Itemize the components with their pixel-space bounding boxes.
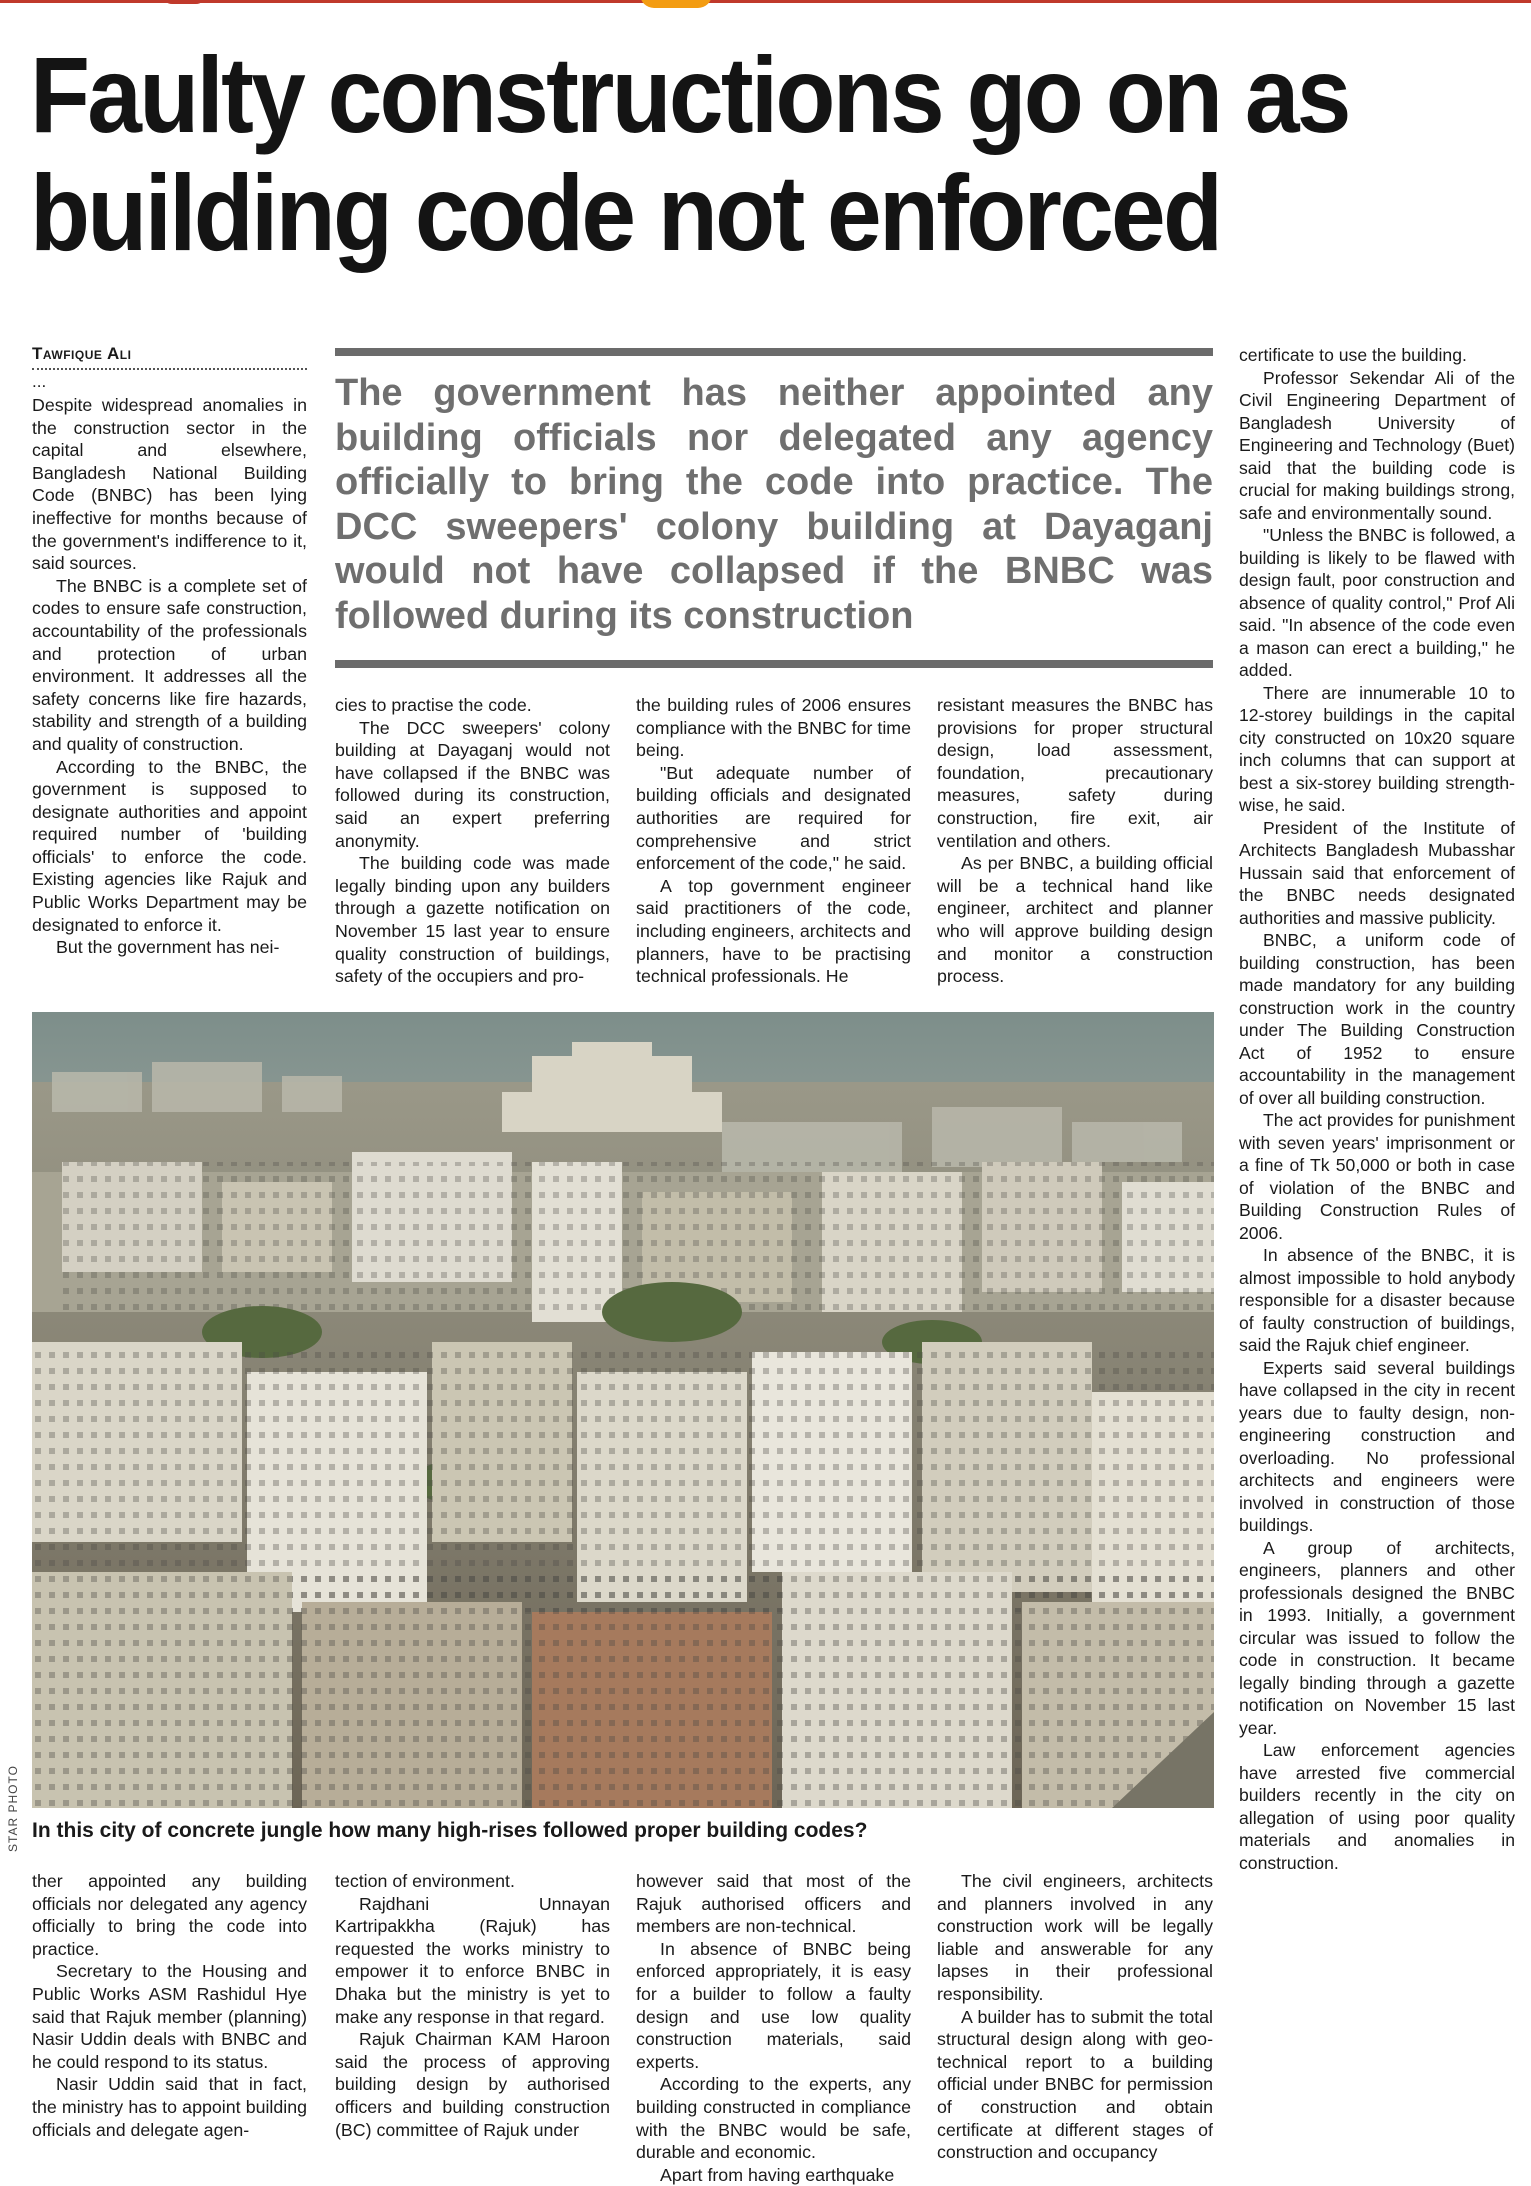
masthead-fragment-red <box>162 0 206 4</box>
paragraph: BNBC, a uniform code of building construction, has been made mandatory for any building construction work in the country under The Building Construction Act of 1952 to ensure accountability in the management of over all building construction. <box>1239 930 1515 1108</box>
paragraph: The building code was made legally binding upon any builders through a gazette notification on November 15 last year to ensure quality construction of buildings, safety of the occupiers and pro- <box>335 853 610 987</box>
column-4-bottom <box>937 1870 1213 2164</box>
column-5 <box>1239 344 1515 1874</box>
paragraph: the building rules of 2006 ensures compliance with the BNBC for time being. <box>636 695 911 761</box>
paragraph: Rajuk Chairman KAM Haroon said the process of approving building design by authorised officers and building construction (BC) committee of Rajuk under <box>335 2029 610 2140</box>
top-color-rule <box>0 0 1531 3</box>
paragraph: however said that most of the Rajuk authorised officers and members are non-technical. <box>636 1871 911 1937</box>
paragraph: "But adequate number of building officials and designated authorities are required for comprehensive and strict enforcement of the code," he said. <box>636 762 911 874</box>
paragraph: The BNBC is a complete set of codes to ensure safe construction, accountability of the professionals and protection of urban environment. It addresses all the safety concerns like fire hazards, stability and strength of a building and quality of construction. <box>32 575 307 754</box>
headline: Faulty constructions go on as building code not enforced <box>30 34 1349 273</box>
paragraph: In absence of BNBC being enforced appropriately, it is easy for a builder to follow a faulty design and use low quality construction materials, said experts. <box>636 1938 911 2072</box>
column-2-bottom <box>335 1870 610 2141</box>
paragraph: A group of architects, engineers, planners and other professionals designed the BNBC in 1993. Initially, a government circular was issued to follow the code in construction. It became legally binding through a gazette notification on November 15 last year. <box>1239 1537 1515 1738</box>
column-1-bottom <box>32 1870 307 2141</box>
paragraph: There are innumerable 10 to 12-storey buildings in the capital city constructed on 10x20 square inch columns that can support at best a six-storey building strength-wise, he said. <box>1239 682 1515 815</box>
pullquote-bottom-rule <box>335 660 1213 668</box>
paragraph: According to the BNBC, the government is supposed to designate authorities and appoint required number of 'building officials' to enforce the code. Existing agencies like Rajuk and Public Works Department may be designated to enforce it. <box>32 756 307 935</box>
column-1-top <box>32 394 307 959</box>
photo-caption: In this city of concrete jungle how many high-rises followed proper building codes? <box>32 1819 868 1842</box>
photo-credit: STAR PHOTO <box>6 1765 20 1852</box>
byline-ellipsis: ... <box>32 372 47 391</box>
paragraph: Apart from having earthquake <box>660 2164 895 2185</box>
paragraph: In absence of the BNBC, it is almost impossible to hold anybody responsible for a disaster because of faulty construction of buildings, said the Rajuk chief engineer. <box>1239 1245 1515 1355</box>
paragraph: Experts said several buildings have collapsed in the city in recent years due to faulty design, non-engineering construction and overloading. No professional architects and engineers were involved in construction of those buildings. <box>1239 1357 1515 1535</box>
paragraph: As per BNBC, a building official will be a technical hand like engineer, architect and planner who will approve building design and monitor a construction process. <box>937 853 1213 987</box>
paragraph: cies to practise the code. <box>335 695 532 715</box>
paragraph: The act provides for punishment with seven years' imprisonment or a fine of Tk 50,000 or both in case of violation of the BNBC and Building Construction Rules of 2006. <box>1239 1110 1515 1243</box>
paragraph: ther appointed any building officials nor delegated any agency officially to bring the code into practice. <box>32 1871 307 1959</box>
column-2-top <box>335 694 610 988</box>
paragraph: Nasir Uddin said that in fact, the ministry has to appoint building officials and delegate agen- <box>32 2074 307 2140</box>
paragraph: tection of environment. <box>335 1871 515 1891</box>
paragraph: The civil engineers, architects and planners involved in any construction work will be legally liable and answerable for any lapses in their professional responsibility. <box>937 1871 1213 2004</box>
paragraph: Rajdhani Unnayan Kartripakkha (Rajuk) has requested the works ministry to empower it to enforce BNBC in Dhaka but the ministry is yet to make any response in that regard. <box>335 1893 610 2027</box>
paragraph: Professor Sekendar Ali of the Civil Engineering Department of Bangladesh University of Engineering and Technology (Buet) said that the building code is crucial for making buildings strong, safe and environmentally sound. <box>1239 367 1515 523</box>
byline: Tawfique Ali <box>32 344 132 363</box>
paragraph: But the government has nei- <box>56 937 280 958</box>
paragraph: Law enforcement agencies have arrested five commercial builders recently in the city on allegation of using poor quality materials and anomalies in construction. <box>1239 1740 1515 1873</box>
paragraph: Secretary to the Housing and Public Works ASM Rashidul Hye said that Rajuk member (planning) Nasir Uddin deals with BNBC and he could respond to its status. <box>32 1961 307 2072</box>
column-4-top <box>937 694 1213 988</box>
paragraph: A top government engineer said practitioners of the code, including engineers, architects and planners, have to be practising technical professionals. He <box>636 875 911 987</box>
paragraph: resistant measures the BNBC has provisions for proper structural design, load assessment, foundation, precautionary measures, safety during construction, fire exit, air ventilation and others. <box>937 695 1213 851</box>
pullquote-top-rule <box>335 348 1213 356</box>
column-3-top <box>636 694 911 988</box>
paragraph: certificate to use the building. <box>1239 345 1467 365</box>
paragraph: A builder has to submit the total structural design along with geo-technical report to a building official under BNBC for permission of construction and obtain certificate at different stages of construction and occupancy <box>937 2006 1213 2163</box>
paragraph: President of the Institute of Architects Bangladesh Mubasshar Hussain said that enforcement of the BNBC needs designated authorities and massive publicity. <box>1239 817 1515 928</box>
masthead-fragment-orange <box>640 0 712 8</box>
byline-divider <box>32 368 307 370</box>
pull-quote: The government has neither appointed any building officials nor delegated any agency officially to bring the code into practice. The DCC sweepers' colony building at Dayaganj would not have collapsed if the BNBC was followed during its construction <box>335 372 1213 637</box>
city-photo <box>32 1012 1214 1808</box>
paragraph: According to the experts, any building constructed in compliance with the BNBC would be safe, durable and economic. <box>636 2074 911 2163</box>
paragraph: Despite widespread anomalies in the construction sector in the capital and elsewhere, Bangladesh National Building Code (BNBC) has been lying ineffective for months because of the government's indifference to it, said sources. <box>32 395 307 574</box>
column-3-bottom <box>636 1870 911 2186</box>
paragraph: "Unless the BNBC is followed, a building is likely to be flawed with design fault, poor construction and absence of quality control," Prof Ali said. "In absence of the code even a mason can erect a building," he added. <box>1239 525 1515 680</box>
paragraph: The DCC sweepers' colony building at Dayaganj would not have collapsed if the BNBC was followed during its construction, said an expert preferring anonymity. <box>335 717 610 851</box>
